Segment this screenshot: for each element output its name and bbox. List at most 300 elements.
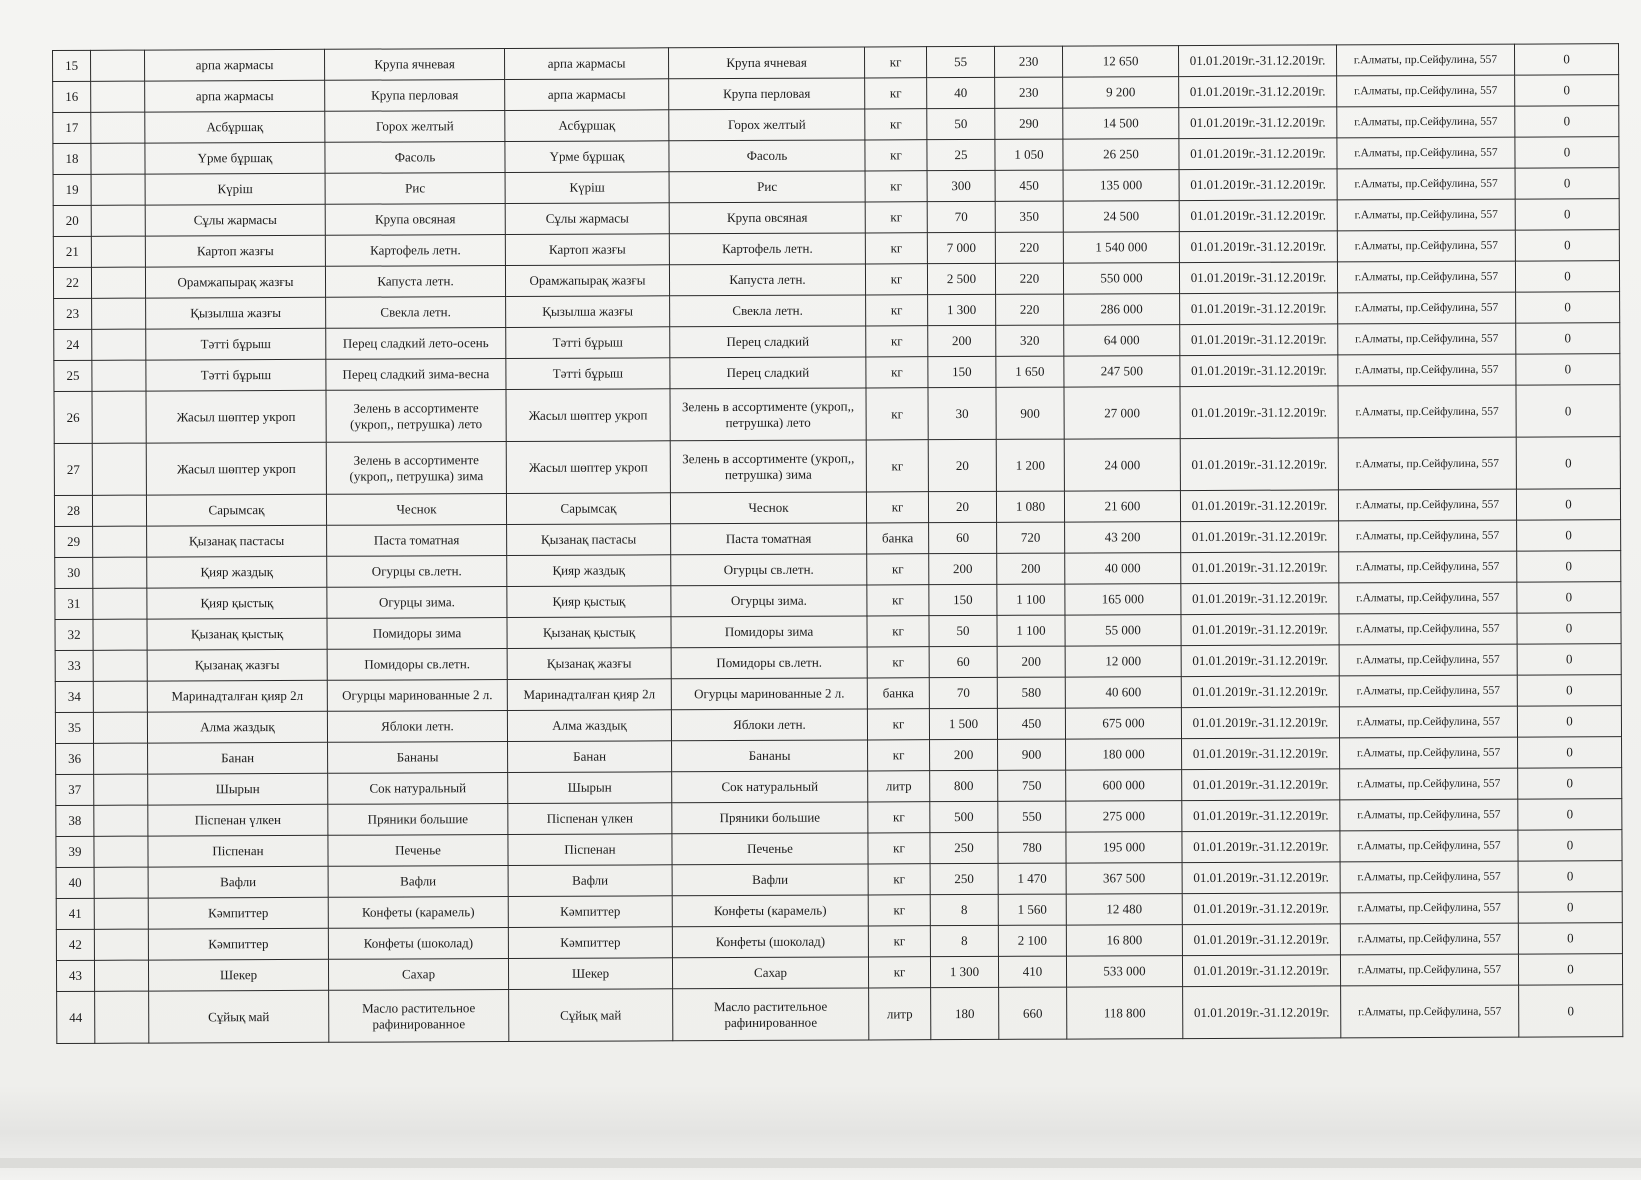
price: 230 [995, 77, 1063, 108]
table-row [54, 385, 1620, 444]
name-kz: Банан [148, 742, 328, 774]
unit: кг [866, 388, 928, 440]
item-ru: Горох желтый [669, 109, 865, 141]
amount: 286 000 [1064, 294, 1180, 326]
amount: 1 540 000 [1063, 232, 1179, 264]
delivery-address: г.Алматы, пр.Сейфулина, 557 [1337, 230, 1515, 262]
item-kz: арпа жармасы [505, 79, 669, 111]
amount: 247 500 [1064, 356, 1180, 388]
quantity: 40 [927, 77, 995, 108]
empty-cell [92, 443, 146, 495]
empty-cell [91, 174, 145, 205]
price: 1 100 [997, 584, 1065, 615]
unit: банка [867, 678, 929, 709]
price: 2 100 [998, 925, 1066, 956]
name-ru: Огурцы св.летн. [327, 556, 507, 588]
empty-cell [94, 805, 148, 836]
empty-cell [94, 774, 148, 805]
name-ru: Конфеты (карамель) [328, 897, 508, 929]
value: 0 [1516, 385, 1620, 437]
delivery-address: г.Алматы, пр.Сейфулина, 557 [1337, 75, 1515, 107]
price: 350 [995, 201, 1063, 232]
row-number: 33 [55, 650, 93, 681]
amount: 12 000 [1065, 646, 1181, 678]
value: 0 [1516, 437, 1620, 489]
quantity: 20 [928, 491, 996, 522]
name-kz: Тәтті бұрыш [146, 359, 326, 391]
delivery-address: г.Алматы, пр.Сейфулина, 557 [1341, 985, 1519, 1038]
quantity: 150 [928, 356, 996, 387]
row-number: 23 [54, 298, 92, 329]
quantity: 200 [930, 739, 998, 770]
name-ru: Чеснок [326, 494, 506, 526]
amount: 14 500 [1063, 108, 1179, 140]
item-kz: Шекер [508, 958, 672, 990]
name-ru: Конфеты (шоколад) [328, 928, 508, 960]
table-body [53, 44, 1623, 1044]
name-kz: Қызанақ пастасы [147, 525, 327, 557]
value: 0 [1516, 489, 1620, 520]
item-ru: Крупа ячневая [668, 47, 864, 79]
price: 220 [995, 232, 1063, 263]
delivery-period: 01.01.2019г.-31.12.2019г. [1182, 738, 1340, 770]
amount: 26 250 [1063, 139, 1179, 171]
item-kz: Картоп жазғы [505, 234, 669, 266]
quantity: 30 [928, 387, 996, 439]
delivery-address: г.Алматы, пр.Сейфулина, 557 [1339, 582, 1517, 614]
delivery-address: г.Алматы, пр.Сейфулина, 557 [1340, 799, 1518, 831]
item-kz: Сарымсақ [506, 493, 670, 525]
item-ru: Пряники большие [672, 802, 868, 834]
unit: кг [866, 295, 928, 326]
name-ru: Перец сладкий лето-осень [326, 328, 506, 360]
price: 410 [998, 956, 1066, 987]
delivery-address: г.Алматы, пр.Сейфулина, 557 [1337, 137, 1515, 169]
quantity: 8 [930, 894, 998, 925]
item-kz: Үрме бұршақ [505, 141, 669, 173]
unit: кг [866, 440, 928, 492]
row-number: 43 [56, 960, 94, 991]
item-kz: арпа жармасы [504, 48, 668, 80]
amount: 24 500 [1063, 201, 1179, 233]
row-number: 20 [53, 205, 91, 236]
item-ru: Свекла летн. [670, 295, 866, 327]
delivery-period: 01.01.2019г.-31.12.2019г. [1180, 293, 1338, 325]
value: 0 [1515, 168, 1619, 199]
delivery-address: г.Алматы, пр.Сейфулина, 557 [1339, 675, 1517, 707]
name-kz: Қияр қыстық [147, 587, 327, 619]
row-number: 16 [53, 81, 91, 112]
delivery-period: 01.01.2019г.-31.12.2019г. [1181, 707, 1339, 739]
item-kz: Асбұршақ [505, 110, 669, 142]
unit: кг [866, 492, 928, 523]
price: 200 [997, 646, 1065, 677]
item-ru: Зелень в ассортименте (укроп,, петрушка) лето [670, 388, 866, 441]
row-number: 26 [54, 391, 92, 443]
row-number: 38 [56, 805, 94, 836]
empty-cell [94, 929, 148, 960]
value: 0 [1518, 737, 1622, 768]
row-number: 30 [55, 557, 93, 588]
delivery-address: г.Алматы, пр.Сейфулина, 557 [1338, 489, 1516, 521]
quantity: 180 [931, 987, 999, 1039]
row-number: 28 [54, 495, 92, 526]
delivery-period: 01.01.2019г.-31.12.2019г. [1179, 262, 1337, 294]
quantity: 500 [930, 801, 998, 832]
unit: кг [868, 833, 930, 864]
price: 720 [997, 522, 1065, 553]
quantity: 1 300 [930, 956, 998, 987]
row-number: 42 [56, 929, 94, 960]
amount: 550 000 [1063, 263, 1179, 295]
delivery-address: г.Алматы, пр.Сейфулина, 557 [1340, 861, 1518, 893]
value: 0 [1518, 830, 1622, 861]
quantity: 60 [929, 646, 997, 677]
unit: кг [867, 709, 929, 740]
delivery-address: г.Алматы, пр.Сейфулина, 557 [1339, 551, 1517, 583]
row-number: 19 [53, 174, 91, 205]
name-ru: Рис [325, 173, 505, 205]
name-ru: Помидоры св.летн. [327, 649, 507, 681]
row-number: 37 [56, 774, 94, 805]
value: 0 [1516, 292, 1620, 323]
row-number: 36 [56, 743, 94, 774]
name-kz: Кәмпиттер [148, 897, 328, 929]
amount: 21 600 [1064, 491, 1180, 523]
unit: кг [865, 78, 927, 109]
amount: 600 000 [1066, 770, 1182, 802]
name-ru: Пряники большие [328, 804, 508, 836]
item-ru: Вафли [672, 864, 868, 896]
value: 0 [1515, 75, 1619, 106]
unit: кг [867, 554, 929, 585]
price: 1 200 [996, 439, 1064, 491]
delivery-period: 01.01.2019г.-31.12.2019г. [1181, 521, 1339, 553]
name-kz: Жасыл шөптер укроп [146, 390, 326, 443]
unit: кг [868, 802, 930, 833]
unit: кг [868, 957, 930, 988]
amount: 118 800 [1067, 987, 1183, 1040]
empty-cell [91, 236, 145, 267]
delivery-period: 01.01.2019г.-31.12.2019г. [1180, 324, 1338, 356]
unit: банка [867, 523, 929, 554]
item-kz: Вафли [508, 865, 672, 897]
empty-cell [95, 991, 149, 1043]
unit: литр [868, 771, 930, 802]
delivery-period: 01.01.2019г.-31.12.2019г. [1180, 490, 1338, 522]
unit: кг [868, 740, 930, 771]
table-row [54, 437, 1620, 496]
amount: 275 000 [1066, 801, 1182, 833]
amount: 16 800 [1066, 925, 1182, 957]
item-kz: Кәмпиттер [508, 927, 672, 959]
name-ru: Яблоки летн. [327, 711, 507, 743]
value: 0 [1514, 44, 1618, 75]
value: 0 [1517, 613, 1621, 644]
amount: 24 000 [1064, 439, 1180, 492]
delivery-period: 01.01.2019г.-31.12.2019г. [1182, 955, 1340, 987]
empty-cell [94, 836, 148, 867]
row-number: 18 [53, 143, 91, 174]
item-kz: Піспенан үлкен [508, 803, 672, 835]
delivery-address: г.Алматы, пр.Сейфулина, 557 [1339, 644, 1517, 676]
name-ru: Крупа овсяная [325, 204, 505, 236]
unit: кг [867, 647, 929, 678]
quantity: 200 [928, 325, 996, 356]
delivery-address: г.Алматы, пр.Сейфулина, 557 [1340, 892, 1518, 924]
row-number: 25 [54, 360, 92, 391]
delivery-period: 01.01.2019г.-31.12.2019г. [1180, 438, 1338, 491]
name-kz: Сұлы жармасы [145, 204, 325, 236]
price: 780 [998, 832, 1066, 863]
name-kz: Шырын [148, 773, 328, 805]
name-ru: Крупа ячневая [324, 49, 504, 81]
amount: 43 200 [1065, 522, 1181, 554]
item-ru: Перец сладкий [670, 357, 866, 389]
value: 0 [1517, 644, 1621, 675]
delivery-period: 01.01.2019г.-31.12.2019г. [1182, 893, 1340, 925]
name-ru: Зелень в ассортименте (укроп,, петрушка) лето [326, 390, 506, 443]
name-kz: Қызанақ жазғы [147, 649, 327, 681]
unit: кг [867, 585, 929, 616]
delivery-address: г.Алматы, пр.Сейфулина, 557 [1337, 106, 1515, 138]
name-kz: Шекер [148, 959, 328, 991]
item-ru: Крупа перловая [669, 78, 865, 110]
price: 450 [997, 708, 1065, 739]
unit: кг [868, 864, 930, 895]
delivery-period: 01.01.2019г.-31.12.2019г. [1179, 231, 1337, 263]
name-ru: Масло растительное рафинированное [329, 990, 509, 1043]
item-ru: Капуста летн. [669, 264, 865, 296]
item-kz: Сұлы жармасы [505, 203, 669, 235]
row-number: 17 [53, 112, 91, 143]
item-kz: Сұйық май [509, 989, 673, 1042]
item-kz: Қызанақ жазғы [507, 648, 671, 680]
empty-cell [93, 588, 147, 619]
quantity: 50 [929, 615, 997, 646]
item-ru: Крупа овсяная [669, 202, 865, 234]
value: 0 [1518, 892, 1622, 923]
item-ru: Огурцы зима. [671, 585, 867, 617]
item-kz: Банан [508, 741, 672, 773]
name-ru: Паста томатная [327, 525, 507, 557]
name-ru: Печенье [328, 835, 508, 867]
value: 0 [1518, 954, 1622, 985]
unit: кг [868, 926, 930, 957]
unit: кг [865, 140, 927, 171]
empty-cell [91, 112, 145, 143]
name-kz: Маринадталған қияр 2л [147, 680, 327, 712]
empty-cell [91, 50, 145, 81]
name-kz: Күріш [145, 173, 325, 205]
delivery-period: 01.01.2019г.-31.12.2019г. [1182, 769, 1340, 801]
name-kz: Алма жаздық [147, 711, 327, 743]
delivery-period: 01.01.2019г.-31.12.2019г. [1183, 986, 1341, 1039]
item-kz: Піспенан [508, 834, 672, 866]
quantity: 70 [927, 201, 995, 232]
row-number: 15 [53, 50, 91, 81]
amount: 40 000 [1065, 553, 1181, 585]
item-ru: Помидоры зима [671, 616, 867, 648]
item-kz: Қызанақ пастасы [507, 524, 671, 556]
quantity: 70 [929, 677, 997, 708]
quantity: 1 300 [928, 294, 996, 325]
delivery-period: 01.01.2019г.-31.12.2019г. [1182, 924, 1340, 956]
amount: 27 000 [1064, 387, 1180, 440]
name-ru: Бананы [328, 742, 508, 774]
table-row [57, 985, 1623, 1044]
name-kz: Орамжапырақ жазғы [145, 266, 325, 298]
name-kz: Үрме бұршақ [145, 142, 325, 174]
item-kz: Жасыл шөптер укроп [506, 441, 670, 494]
delivery-address: г.Алматы, пр.Сейфулина, 557 [1338, 437, 1516, 490]
value: 0 [1515, 137, 1619, 168]
name-ru: Сок натуральный [328, 773, 508, 805]
amount: 367 500 [1066, 863, 1182, 895]
delivery-address: г.Алматы, пр.Сейфулина, 557 [1339, 520, 1517, 552]
delivery-address: г.Алматы, пр.Сейфулина, 557 [1337, 199, 1515, 231]
row-number: 24 [54, 329, 92, 360]
name-ru: Помидоры зима [327, 618, 507, 650]
value: 0 [1515, 199, 1619, 230]
empty-cell [93, 650, 147, 681]
item-ru: Перец сладкий [670, 326, 866, 358]
price: 320 [996, 325, 1064, 356]
item-kz: Қызанақ қыстық [507, 617, 671, 649]
empty-cell [93, 557, 147, 588]
row-number: 40 [56, 867, 94, 898]
delivery-address: г.Алматы, пр.Сейфулина, 557 [1338, 292, 1516, 324]
name-ru: Крупа перловая [325, 80, 505, 112]
price: 220 [995, 263, 1063, 294]
row-number: 35 [55, 712, 93, 743]
unit: кг [865, 264, 927, 295]
price: 230 [994, 46, 1062, 77]
empty-cell [91, 143, 145, 174]
name-ru: Свекла летн. [326, 297, 506, 329]
quantity: 250 [930, 863, 998, 894]
delivery-period: 01.01.2019г.-31.12.2019г. [1181, 645, 1339, 677]
price: 1 650 [996, 356, 1064, 387]
name-ru: Капуста летн. [325, 266, 505, 298]
quantity: 25 [927, 139, 995, 170]
quantity: 20 [928, 439, 996, 491]
item-ru: Конфеты (шоколад) [672, 926, 868, 958]
name-ru: Вафли [328, 866, 508, 898]
quantity: 250 [930, 832, 998, 863]
row-number: 27 [54, 443, 92, 495]
quantity: 50 [927, 108, 995, 139]
quantity: 200 [929, 553, 997, 584]
delivery-address: г.Алматы, пр.Сейфулина, 557 [1340, 737, 1518, 769]
empty-cell [93, 681, 147, 712]
amount: 180 000 [1066, 739, 1182, 771]
price: 450 [995, 170, 1063, 201]
price: 200 [997, 553, 1065, 584]
item-ru: Масло растительное рафинированное [673, 988, 869, 1041]
delivery-period: 01.01.2019г.-31.12.2019г. [1179, 138, 1337, 170]
name-kz: Піспенан үлкен [148, 804, 328, 836]
delivery-address: г.Алматы, пр.Сейфулина, 557 [1340, 954, 1518, 986]
amount: 135 000 [1063, 170, 1179, 202]
item-kz: Шырын [508, 772, 672, 804]
empty-cell [91, 205, 145, 236]
name-ru: Огурцы зима. [327, 587, 507, 619]
item-kz: Орамжапырақ жазғы [505, 265, 669, 297]
quantity: 55 [926, 46, 994, 77]
item-ru: Конфеты (карамель) [672, 895, 868, 927]
delivery-period: 01.01.2019г.-31.12.2019г. [1182, 800, 1340, 832]
delivery-period: 01.01.2019г.-31.12.2019г. [1181, 614, 1339, 646]
value: 0 [1515, 230, 1619, 261]
item-ru: Фасоль [669, 140, 865, 172]
unit: кг [865, 202, 927, 233]
item-ru: Сахар [672, 957, 868, 989]
item-ru: Помидоры св.летн. [671, 647, 867, 679]
name-kz: Асбұршақ [145, 111, 325, 143]
name-ru: Зелень в ассортименте (укроп,, петрушка) зима [326, 442, 506, 495]
empty-cell [93, 619, 147, 650]
name-ru: Фасоль [325, 142, 505, 174]
amount: 195 000 [1066, 832, 1182, 864]
item-ru: Чеснок [670, 492, 866, 524]
delivery-period: 01.01.2019г.-31.12.2019г. [1180, 355, 1338, 387]
item-ru: Бананы [672, 740, 868, 772]
price: 900 [996, 387, 1064, 439]
price: 1 080 [996, 491, 1064, 522]
delivery-period: 01.01.2019г.-31.12.2019г. [1179, 107, 1337, 139]
name-kz: Кәмпиттер [148, 928, 328, 960]
empty-cell [91, 267, 145, 298]
name-kz: Қызанақ қыстық [147, 618, 327, 650]
value: 0 [1518, 923, 1622, 954]
amount: 64 000 [1064, 325, 1180, 357]
delivery-period: 01.01.2019г.-31.12.2019г. [1181, 676, 1339, 708]
delivery-period: 01.01.2019г.-31.12.2019г. [1181, 552, 1339, 584]
price: 220 [996, 294, 1064, 325]
amount: 12 480 [1066, 894, 1182, 926]
item-kz: Алма жаздық [507, 710, 671, 742]
price: 290 [995, 108, 1063, 139]
delivery-period: 01.01.2019г.-31.12.2019г. [1179, 200, 1337, 232]
empty-cell [93, 526, 147, 557]
empty-cell [94, 898, 148, 929]
item-ru: Зелень в ассортименте (укроп,, петрушка) зима [670, 440, 866, 493]
item-kz: Тәтті бұрыш [506, 358, 670, 390]
value: 0 [1515, 106, 1619, 137]
name-kz: Сарымсақ [146, 494, 326, 526]
name-ru: Перец сладкий зима-весна [326, 359, 506, 391]
scan-edge [0, 1158, 1641, 1168]
empty-cell [92, 329, 146, 360]
unit: кг [864, 47, 926, 78]
unit: кг [868, 895, 930, 926]
amount: 165 000 [1065, 584, 1181, 616]
item-ru: Сок натуральный [672, 771, 868, 803]
delivery-address: г.Алматы, пр.Сейфулина, 557 [1340, 830, 1518, 862]
row-number: 44 [57, 991, 95, 1043]
item-ru: Картофель летн. [669, 233, 865, 265]
item-ru: Огурцы маринованные 2 л. [671, 678, 867, 710]
value: 0 [1517, 582, 1621, 613]
delivery-address: г.Алматы, пр.Сейфулина, 557 [1339, 613, 1517, 645]
price: 580 [997, 677, 1065, 708]
value: 0 [1515, 261, 1619, 292]
procurement-table [52, 43, 1623, 1044]
delivery-address: г.Алматы, пр.Сейфулина, 557 [1337, 261, 1515, 293]
row-number: 22 [53, 267, 91, 298]
delivery-address: г.Алматы, пр.Сейфулина, 557 [1336, 44, 1514, 76]
